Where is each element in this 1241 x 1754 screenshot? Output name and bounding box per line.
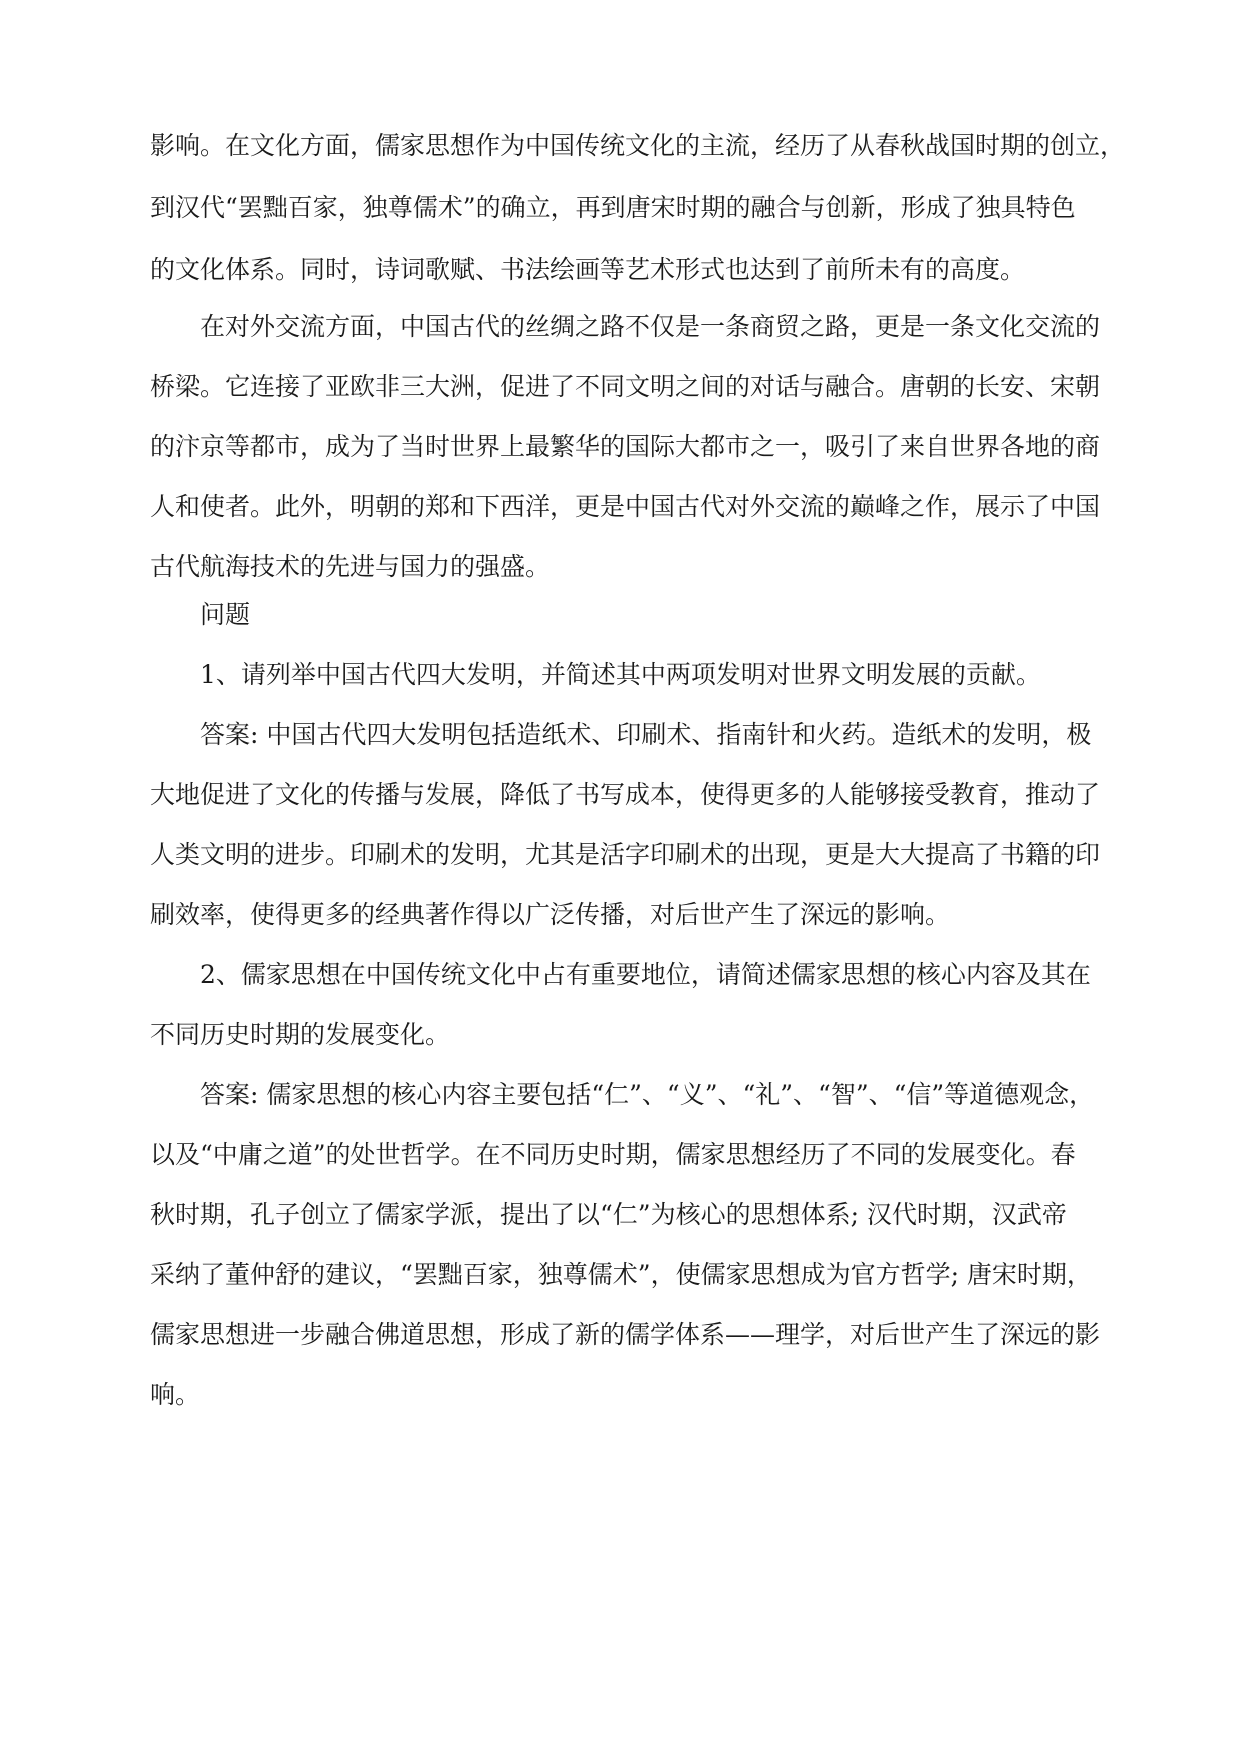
answer-2-first-line: 答案: 儒家思想的核心内容主要包括“仁”、“义”、“礼”、“智”、“信”等道德观念， xyxy=(200,1080,1095,1109)
text-line: 响。 xyxy=(150,1380,201,1409)
text-line: 的文化体系。同时，诗词歌赋、书法绘画等艺术形式也达到了前所未有的高度。 xyxy=(150,255,1026,284)
text-line: 人类文明的进步。印刷术的发明，尤其是活字印刷术的出现，更是大大提高了书籍的印 xyxy=(150,840,1101,869)
answer-1-first-line: 答案: 中国古代四大发明包括造纸术、印刷术、指南针和火药。造纸术的发明，极 xyxy=(200,720,1092,749)
text-line: 影响。在文化方面，儒家思想作为中国传统文化的主流，经历了从春秋战国时期的创立， xyxy=(150,131,1126,160)
paragraph-first-line: 在对外交流方面，中国古代的丝绸之路不仅是一条商贸之路，更是一条文化交流的 xyxy=(200,312,1101,341)
text-line: 大地促进了文化的传播与发展，降低了书写成本，使得更多的人能够接受教育，推动了 xyxy=(150,780,1101,809)
text-line: 不同历史时期的发展变化。 xyxy=(150,1020,451,1049)
text-line: 桥梁。它连接了亚欧非三大洲，促进了不同文明之间的对话与融合。唐朝的长安、宋朝 xyxy=(150,372,1101,401)
text-line: 的汴京等都市，成为了当时世界上最繁华的国际大都市之一，吸引了来自世界各地的商 xyxy=(150,432,1101,461)
text-line: 到汉代“罢黜百家，独尊儒术”的确立，再到唐宋时期的融合与创新，形成了独具特色 xyxy=(150,193,1076,222)
text-line: 儒家思想进一步融合佛道思想，形成了新的儒学体系——理学，对后世产生了深远的影 xyxy=(150,1320,1101,1349)
text-line: 采纳了董仲舒的建议，“罢黜百家，独尊儒术”，使儒家思想成为官方哲学; 唐宋时期， xyxy=(150,1260,1092,1289)
section-heading-questions: 问题 xyxy=(200,600,251,629)
text-line: 古代航海技术的先进与国力的强盛。 xyxy=(150,552,551,581)
question-1: 1、请列举中国古代四大发明，并简述其中两项发明对世界文明发展的贡献。 xyxy=(200,660,1041,689)
text-line: 刷效率，使得更多的经典著作得以广泛传播，对后世产生了深远的影响。 xyxy=(150,900,951,929)
question-2: 2、儒家思想在中国传统文化中占有重要地位，请简述儒家思想的核心内容及其在 xyxy=(200,960,1091,989)
text-line: 以及“中庸之道”的处世哲学。在不同历史时期，儒家思想经历了不同的发展变化。春 xyxy=(150,1140,1076,1169)
text-line: 秋时期，孔子创立了儒家学派，提出了以“仁”为核心的思想体系; 汉代时期，汉武帝 xyxy=(150,1200,1067,1229)
text-line: 人和使者。此外，明朝的郑和下西洋，更是中国古代对外交流的巅峰之作，展示了中国 xyxy=(150,492,1101,521)
